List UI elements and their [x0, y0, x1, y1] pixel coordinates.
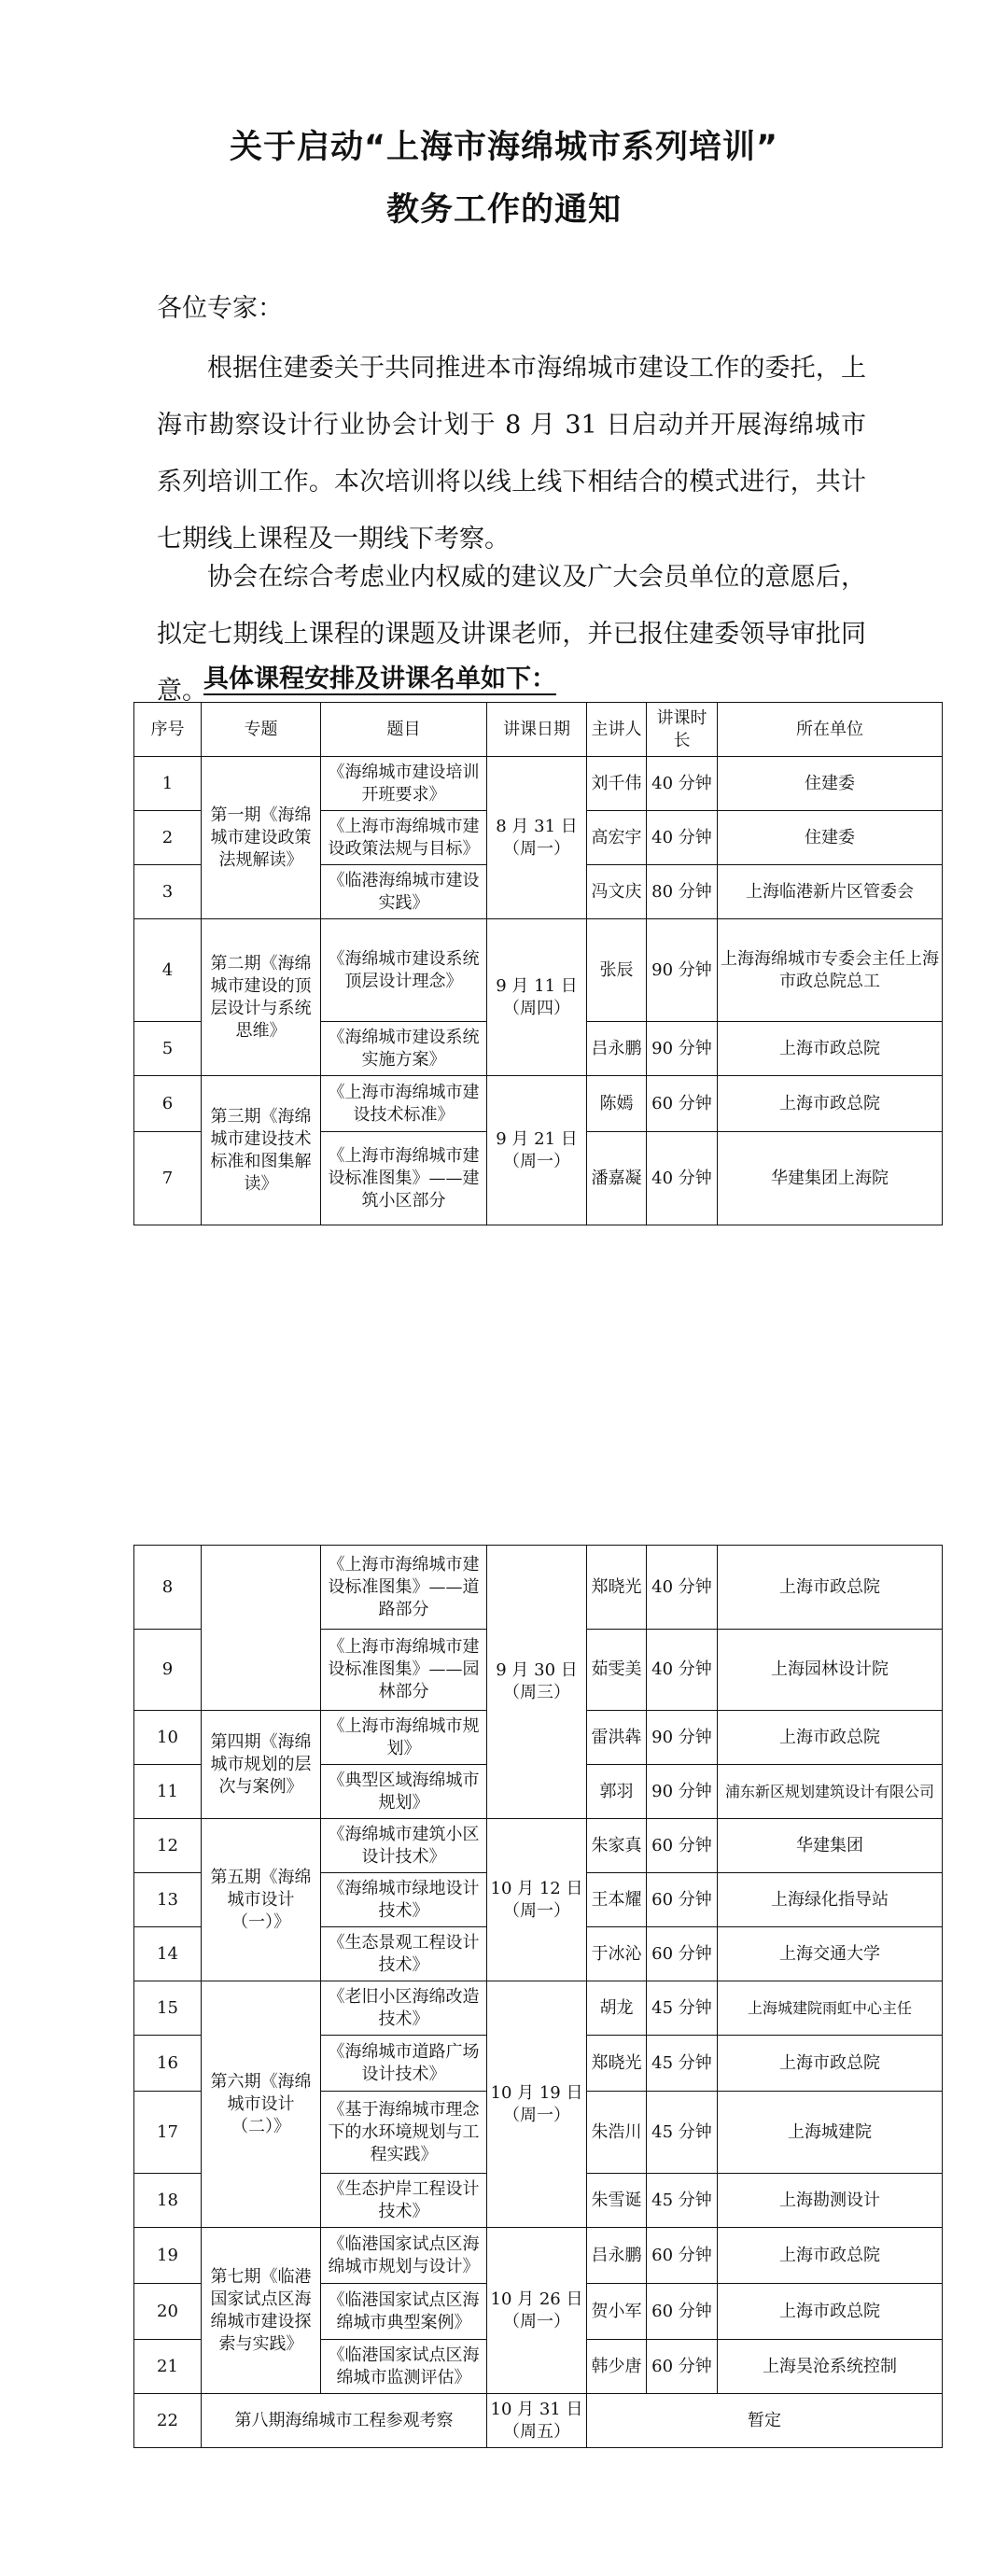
- row-unit: 上海市政总院: [718, 1076, 943, 1132]
- row-no: 17: [134, 2092, 202, 2174]
- row-topic: 《上海市海绵城市建设标准图集》——建筑小区部分: [321, 1132, 487, 1225]
- row-unit: 住建委: [718, 811, 943, 865]
- session-date: 9 月 21 日（周一）: [487, 1076, 587, 1225]
- row-duration: 40 分钟: [647, 1546, 718, 1630]
- header-unit: 所在单位: [718, 703, 943, 757]
- session-subject: 第四期《海绵城市规划的层次与案例》: [202, 1711, 321, 1819]
- table-row: [134, 1819, 943, 1873]
- session-subject: 第一期《海绵城市建设政策法规解读》: [202, 757, 321, 919]
- session-subject-continued: [202, 1546, 321, 1711]
- row-speaker: 茹雯美: [587, 1630, 647, 1711]
- row-duration: 45 分钟: [647, 2092, 718, 2174]
- row-duration: 80 分钟: [647, 865, 718, 919]
- row-duration: 60 分钟: [647, 1819, 718, 1873]
- row-duration: 40 分钟: [647, 1630, 718, 1711]
- row-topic: 《海绵城市建设系统实施方案》: [321, 1022, 487, 1076]
- row-topic: 《临港国家试点区海绵城市监测评估》: [321, 2340, 487, 2394]
- row-duration: 60 分钟: [647, 1873, 718, 1927]
- row-topic: 《老旧小区海绵改造技术》: [321, 1981, 487, 2036]
- row-unit: 上海交通大学: [718, 1927, 943, 1981]
- row-speaker: 陈嫣: [587, 1076, 647, 1132]
- row-speaker: 王本耀: [587, 1873, 647, 1927]
- row-speaker: 郑晓光: [587, 2036, 647, 2092]
- row-unit: 上海城建院雨虹中心主任: [718, 1981, 943, 2036]
- table-header-row: [134, 703, 943, 757]
- row-topic: 《海绵城市建设培训开班要求》: [321, 757, 487, 811]
- row-speaker: 雷洪犇: [587, 1711, 647, 1765]
- row-speaker: 朱浩川: [587, 2092, 647, 2174]
- row-speaker: 潘嘉凝: [587, 1132, 647, 1225]
- row-unit: 上海勘测设计: [718, 2174, 943, 2228]
- row-no: 14: [134, 1927, 202, 1981]
- row-no: 7: [134, 1132, 202, 1225]
- row-duration: 45 分钟: [647, 2036, 718, 2092]
- row-unit: 上海市政总院: [718, 2036, 943, 2092]
- row-unit: 华建集团上海院: [718, 1132, 943, 1225]
- table-row: [134, 919, 943, 1022]
- row-no: 12: [134, 1819, 202, 1873]
- row-duration: 60 分钟: [647, 2340, 718, 2394]
- session-subject: 第七期《临港国家试点区海绵城市建设探索与实践》: [202, 2228, 321, 2394]
- row-no: 19: [134, 2228, 202, 2284]
- session-date: 10 月 12 日（周一）: [487, 1819, 587, 1981]
- row-speaker: 刘千伟: [587, 757, 647, 811]
- paragraph-intro: 根据住建委关于共同推进本市海绵城市建设工作的委托，上海市勘察设计行业协会计划于 8 月 31 日启动并开展海绵城市系列培训工作。本次培训将以线上线下相结合的模式进行，共计七期线上课程及一期线下考察。: [157, 354, 866, 553]
- row-topic: 《临港国家试点区海绵城市典型案例》: [321, 2284, 487, 2340]
- row-unit: 上海绿化指导站: [718, 1873, 943, 1927]
- header-date: 讲课日期: [487, 703, 587, 757]
- row-unit: 上海临港新片区管委会: [718, 865, 943, 919]
- schedule-table-part2: [133, 1545, 943, 2448]
- row-topic: 《生态景观工程设计技术》: [321, 1927, 487, 1981]
- row-no: 11: [134, 1765, 202, 1819]
- row-duration: 40 分钟: [647, 1132, 718, 1225]
- row-unit: 华建集团: [718, 1819, 943, 1873]
- row-no: 2: [134, 811, 202, 865]
- row-speaker: 韩少唐: [587, 2340, 647, 2394]
- row-speaker: 吕永鹏: [587, 1022, 647, 1076]
- session-subject: 第二期《海绵城市建设的顶层设计与系统思维》: [202, 919, 321, 1076]
- row-speaker: 高宏宇: [587, 811, 647, 865]
- row-topic: 《上海市海绵城市建设标准图集》——园林部分: [321, 1630, 487, 1711]
- row-no: 21: [134, 2340, 202, 2394]
- row-unit: 上海海绵城市专委会主任上海市政总院总工: [718, 919, 943, 1022]
- row-speaker: 于冰沁: [587, 1927, 647, 1981]
- row-speaker: 胡龙: [587, 1981, 647, 2036]
- row-unit: 住建委: [718, 757, 943, 811]
- row-no: 15: [134, 1981, 202, 2036]
- row-unit: 上海市政总院: [718, 1546, 943, 1630]
- row-duration: 45 分钟: [647, 2174, 718, 2228]
- row-topic: 《临港海绵城市建设实践》: [321, 865, 487, 919]
- row-topic: 《典型区域海绵城市规划》: [321, 1765, 487, 1819]
- row-duration: 90 分钟: [647, 1711, 718, 1765]
- row-no: 6: [134, 1076, 202, 1132]
- session-subject: 第六期《海绵城市设计（二）》: [202, 1981, 321, 2228]
- table-row: [134, 2228, 943, 2284]
- row-no: 1: [134, 757, 202, 811]
- row-speaker: 贺小军: [587, 2284, 647, 2340]
- session-date: 10 月 26 日（周一）: [487, 2228, 587, 2394]
- row-note: 暂定: [587, 2394, 943, 2448]
- session-date: 10 月 19 日（周一）: [487, 1981, 587, 2228]
- row-speaker: 吕永鹏: [587, 2228, 647, 2284]
- table-row: [134, 757, 943, 811]
- row-speaker: 郑晓光: [587, 1546, 647, 1630]
- session-date: 10 月 31 日（周五）: [487, 2394, 587, 2448]
- row-topic: 《生态护岸工程设计技术》: [321, 2174, 487, 2228]
- row-speaker: 张辰: [587, 919, 647, 1022]
- row-duration: 60 分钟: [647, 1076, 718, 1132]
- row-duration: 90 分钟: [647, 919, 718, 1022]
- header-speaker: 主讲人: [587, 703, 647, 757]
- row-duration: 45 分钟: [647, 1981, 718, 2036]
- row-no: 10: [134, 1711, 202, 1765]
- row-unit: 上海市政总院: [718, 1022, 943, 1076]
- row-duration: 60 分钟: [647, 1927, 718, 1981]
- row-topic: 《临港国家试点区海绵城市规划与设计》: [321, 2228, 487, 2284]
- row-topic: 《上海市海绵城市建设政策法规与目标》: [321, 811, 487, 865]
- row-unit: 上海市政总院: [718, 2284, 943, 2340]
- row-speaker: 朱家真: [587, 1819, 647, 1873]
- session-subject: 第五期《海绵城市设计（一）》: [202, 1819, 321, 1981]
- row-no: 3: [134, 865, 202, 919]
- row-unit: 上海市政总院: [718, 1711, 943, 1765]
- schedule-subheading: 具体课程安排及讲课名单如下：: [203, 665, 556, 693]
- row-no: 18: [134, 2174, 202, 2228]
- table-row: [134, 2394, 943, 2448]
- row-duration: 90 分钟: [647, 1022, 718, 1076]
- header-no: 序号: [134, 703, 202, 757]
- session-subject: 第八期海绵城市工程参观考察: [202, 2394, 487, 2448]
- row-unit: 上海昊沧系统控制: [718, 2340, 943, 2394]
- table-row: [134, 1981, 943, 2036]
- row-unit: 上海市政总院: [718, 2228, 943, 2284]
- row-duration: 90 分钟: [647, 1765, 718, 1819]
- row-unit: 浦东新区规划建筑设计有限公司: [718, 1765, 943, 1819]
- row-speaker: 郭羽: [587, 1765, 647, 1819]
- row-no: 9: [134, 1630, 202, 1711]
- notice-title-line2: 教务工作的通知: [385, 191, 622, 229]
- row-duration: 60 分钟: [647, 2284, 718, 2340]
- row-no: 5: [134, 1022, 202, 1076]
- notice-title-line1: 关于启动“上海市海绵城市系列培训”: [229, 129, 778, 166]
- header-topic: 题目: [321, 703, 487, 757]
- salutation: 各位专家：: [157, 294, 283, 323]
- row-topic: 《海绵城市建筑小区设计技术》: [321, 1819, 487, 1873]
- paragraph-approval: 协会在综合考虑业内权威的建议及广大会员单位的意愿后，拟定七期线上课程的课题及讲课老师，并已报住建委领导审批同意。: [157, 563, 866, 706]
- header-subject: 专题: [202, 703, 321, 757]
- row-duration: 60 分钟: [647, 2228, 718, 2284]
- row-topic: 《海绵城市道路广场设计技术》: [321, 2036, 487, 2092]
- schedule-table-part1: [133, 702, 943, 1225]
- row-topic: 《上海市海绵城市建设标准图集》——道路部分: [321, 1546, 487, 1630]
- row-unit: 上海城建院: [718, 2092, 943, 2174]
- row-no: 22: [134, 2394, 202, 2448]
- row-speaker: 朱雪诞: [587, 2174, 647, 2228]
- row-speaker: 冯文庆: [587, 865, 647, 919]
- row-topic: 《上海市海绵城市建设技术标准》: [321, 1076, 487, 1132]
- row-no: 4: [134, 919, 202, 1022]
- row-topic: 《基于海绵城市理念下的水环境规划与工程实践》: [321, 2092, 487, 2174]
- row-no: 8: [134, 1546, 202, 1630]
- session-date: 9 月 11 日（周四）: [487, 919, 587, 1076]
- row-topic: 《海绵城市绿地设计技术》: [321, 1873, 487, 1927]
- row-topic: 《海绵城市建设系统顶层设计理念》: [321, 919, 487, 1022]
- session-date: 9 月 30 日（周三）: [487, 1546, 587, 1819]
- row-no: 16: [134, 2036, 202, 2092]
- row-no: 20: [134, 2284, 202, 2340]
- row-topic: 《上海市海绵城市规划》: [321, 1711, 487, 1765]
- row-duration: 40 分钟: [647, 811, 718, 865]
- session-subject: 第三期《海绵城市建设技术标准和图集解读》: [202, 1076, 321, 1225]
- row-duration: 40 分钟: [647, 757, 718, 811]
- row-unit: 上海园林设计院: [718, 1630, 943, 1711]
- table-row: [134, 1546, 943, 1630]
- session-date: 8 月 31 日（周一）: [487, 757, 587, 919]
- header-duration: 讲课时长: [647, 703, 718, 757]
- table-row: [134, 1076, 943, 1132]
- row-no: 13: [134, 1873, 202, 1927]
